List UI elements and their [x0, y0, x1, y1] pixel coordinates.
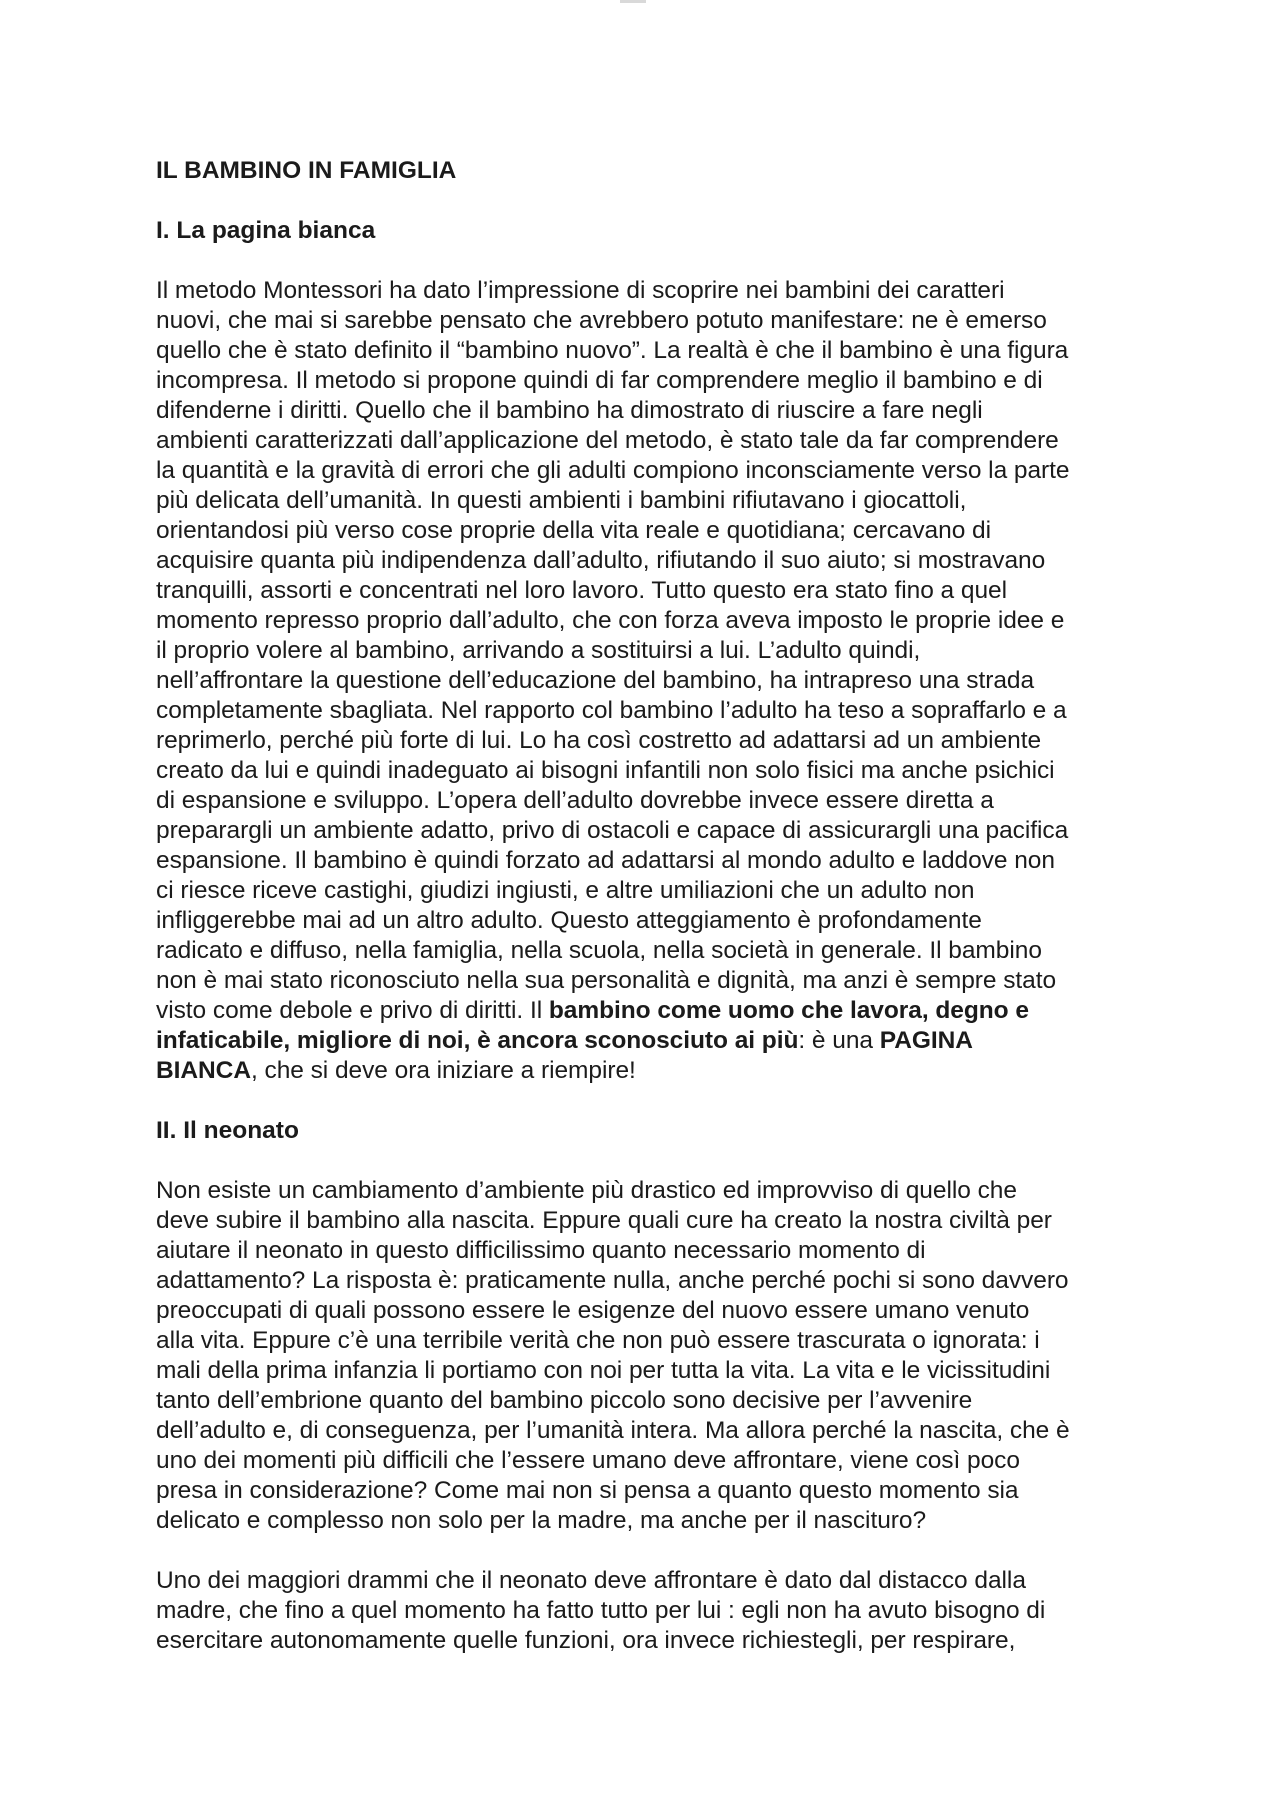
text-run: delicato e complesso non solo per la madre, ma anche per il nascituro?: [156, 1507, 927, 1534]
text-line: [156, 1056, 1136, 1086]
text-line: [156, 1506, 1136, 1536]
document-sections: [156, 216, 1136, 1656]
text-run: reprimerlo, perché più forte di lui. Lo ha così costretto ad adattarsi ad un ambiente: [156, 727, 1042, 754]
text-run: momento represso proprio dall’adulto, che con forza aveva imposto le proprie idee e: [156, 607, 1065, 634]
text-line: [156, 486, 1136, 516]
paragraph: [156, 1176, 1136, 1536]
text-run: nuovi, che mai si sarebbe pensato che avrebbero potuto manifestare: ne è emerso: [156, 307, 1047, 334]
text-line: [156, 426, 1136, 456]
text-line: [156, 1026, 1136, 1056]
text-line: [156, 756, 1136, 786]
text-line: [156, 1476, 1136, 1506]
text-run: dell’adulto e, di conseguenza, per l’umanità intera. Ma allora perché la nascita, che è: [156, 1417, 1070, 1444]
text-line: [156, 396, 1136, 426]
text-line: [156, 696, 1136, 726]
text-line: [156, 726, 1136, 756]
text-run: alla vita. Eppure c’è una terribile verità che non può essere trascurata o ignorata: i: [156, 1327, 1040, 1354]
text-run: radicato e diffuso, nella famiglia, nella scuola, nella società in generale. Il bambino: [156, 937, 1042, 964]
document-body: [156, 156, 1136, 1686]
text-run: madre, che fino a quel momento ha fatto tutto per lui : egli non ha avuto bisogno di: [156, 1597, 1046, 1624]
text-line: [156, 1296, 1136, 1326]
bold-text: BIANCA: [156, 1057, 251, 1084]
text-line: [156, 1386, 1136, 1416]
text-run: nell’affrontare la questione dell’educazione del bambino, ha intrapreso una strada: [156, 667, 1035, 694]
text-line: [156, 1326, 1136, 1356]
text-run: esercitare autonomamente quelle funzioni, ora invece richiestegli, per respirare,: [156, 1627, 1016, 1654]
text-line: [156, 546, 1136, 576]
text-line: [156, 1566, 1136, 1596]
text-run: la quantità e la gravità di errori che gli adulti compiono inconsciamente verso la parte: [156, 457, 1070, 484]
text-line: [156, 966, 1136, 996]
bold-text: infaticabile, migliore di noi, è ancora sconosciuto ai più: [156, 1027, 799, 1054]
text-line: [156, 1236, 1136, 1266]
text-run: incompresa. Il metodo si propone quindi di far comprendere meglio il bambino e di: [156, 367, 1043, 394]
text-line: [156, 636, 1136, 666]
text-line: [156, 786, 1136, 816]
text-run: tanto dell’embrione quanto del bambino piccolo sono decisive per l’avvenire: [156, 1387, 973, 1414]
text-line: [156, 1176, 1136, 1206]
bold-text: PAGINA: [879, 1027, 973, 1054]
text-line: [156, 1356, 1136, 1386]
text-line: [156, 516, 1136, 546]
text-run: presa in considerazione? Come mai non si pensa a quanto questo momento sia: [156, 1477, 1019, 1504]
text-run: difenderne i diritti. Quello che il bambino ha dimostrato di riuscire a fare negli: [156, 397, 983, 424]
text-run: non è mai stato riconosciuto nella sua personalità e dignità, ma anzi è sempre stato: [156, 967, 1057, 994]
section-heading: II. Il neonato: [156, 1117, 299, 1144]
text-run: deve subire il bambino alla nascita. Eppure quali cure ha creato la nostra civiltà per: [156, 1207, 1052, 1234]
section: [156, 216, 1136, 1086]
text-line: [156, 576, 1136, 606]
text-run: mali della prima infanzia li portiamo con noi per tutta la vita. La vita e le vicissitudini: [156, 1357, 1051, 1384]
text-run: tranquilli, assorti e concentrati nel loro lavoro. Tutto questo era stato fino a quel: [156, 577, 1008, 604]
bold-text: bambino come uomo che lavora, degno e: [548, 997, 1029, 1024]
text-run: : è una: [798, 1027, 880, 1054]
text-run: il proprio volere al bambino, arrivando a sostituirsi a lui. L’adulto quindi,: [156, 637, 921, 664]
scan-mark: [620, 0, 646, 3]
text-line: [156, 606, 1136, 636]
text-run: Non esiste un cambiamento d’ambiente più drastico ed improvviso di quello che: [156, 1177, 1017, 1204]
text-line: [156, 876, 1136, 906]
text-run: preoccupati di quali possono essere le esigenze del nuovo essere umano venuto: [156, 1297, 1030, 1324]
text-run: visto come debole e privo di diritti. Il: [156, 997, 549, 1024]
text-run: Uno dei maggiori drammi che il neonato deve affrontare è dato dal distacco dalla: [156, 1567, 1026, 1594]
text-run: orientandosi più verso cose proprie della vita reale e quotidiana; cercavano di: [156, 517, 992, 544]
text-line: [156, 936, 1136, 966]
text-run: aiutare il neonato in questo difficilissimo quanto necessario momento di: [156, 1237, 926, 1264]
text-run: più delicata dell’umanità. In questi ambienti i bambini rifiutavano i giocattoli,: [156, 487, 967, 514]
section-heading: I. La pagina bianca: [156, 217, 376, 244]
text-line: [156, 276, 1136, 306]
text-line: [156, 336, 1136, 366]
text-line: [156, 816, 1136, 846]
text-line: [156, 1416, 1136, 1446]
text-line: [156, 996, 1136, 1026]
section: [156, 1116, 1136, 1656]
text-line: [156, 456, 1136, 486]
text-run: di espansione e sviluppo. L’opera dell’adulto dovrebbe invece essere diretta a: [156, 787, 994, 814]
text-run: completamente sbagliata. Nel rapporto col bambino l’adulto ha teso a sopraffarlo e a: [156, 697, 1067, 724]
paragraph: [156, 1566, 1136, 1656]
document-title: IL BAMBINO IN FAMIGLIA: [156, 157, 457, 184]
text-line: [156, 1206, 1136, 1236]
text-line: [156, 1596, 1136, 1626]
text-run: infliggerebbe mai ad un altro adulto. Questo atteggiamento è profondamente: [156, 907, 982, 934]
text-run: uno dei momenti più difficili che l’essere umano deve affrontare, viene così poco: [156, 1447, 1020, 1474]
text-line: [156, 1266, 1136, 1296]
text-run: creato da lui e quindi inadeguato ai bisogni infantili non solo fisici ma anche psichici: [156, 757, 1055, 784]
text-run: ci riesce riceve castighi, giudizi ingiusti, e altre umiliazioni che un adulto non: [156, 877, 975, 904]
text-line: [156, 906, 1136, 936]
text-line: [156, 1626, 1136, 1656]
text-line: [156, 1446, 1136, 1476]
text-run: preparargli un ambiente adatto, privo di ostacoli e capace di assicurargli una pacifica: [156, 817, 1069, 844]
text-line: [156, 666, 1136, 696]
text-line: [156, 306, 1136, 336]
text-run: adattamento? La risposta è: praticamente nulla, anche perché pochi si sono davvero: [156, 1267, 1069, 1294]
paragraph: [156, 276, 1136, 1086]
text-line: [156, 846, 1136, 876]
text-run: , che si deve ora iniziare a riempire!: [250, 1057, 636, 1084]
text-run: Il metodo Montessori ha dato l’impressione di scoprire nei bambini dei caratteri: [156, 277, 1005, 304]
text-run: acquisire quanta più indipendenza dall’adulto, rifiutando il suo aiuto; si mostravano: [156, 547, 1046, 574]
text-run: quello che è stato definito il “bambino nuovo”. La realtà è che il bambino è una figura: [156, 337, 1069, 364]
text-run: espansione. Il bambino è quindi forzato ad adattarsi al mondo adulto e laddove non: [156, 847, 1055, 874]
text-run: ambienti caratterizzati dall’applicazione del metodo, è stato tale da far comprendere: [156, 427, 1059, 454]
text-line: [156, 366, 1136, 396]
